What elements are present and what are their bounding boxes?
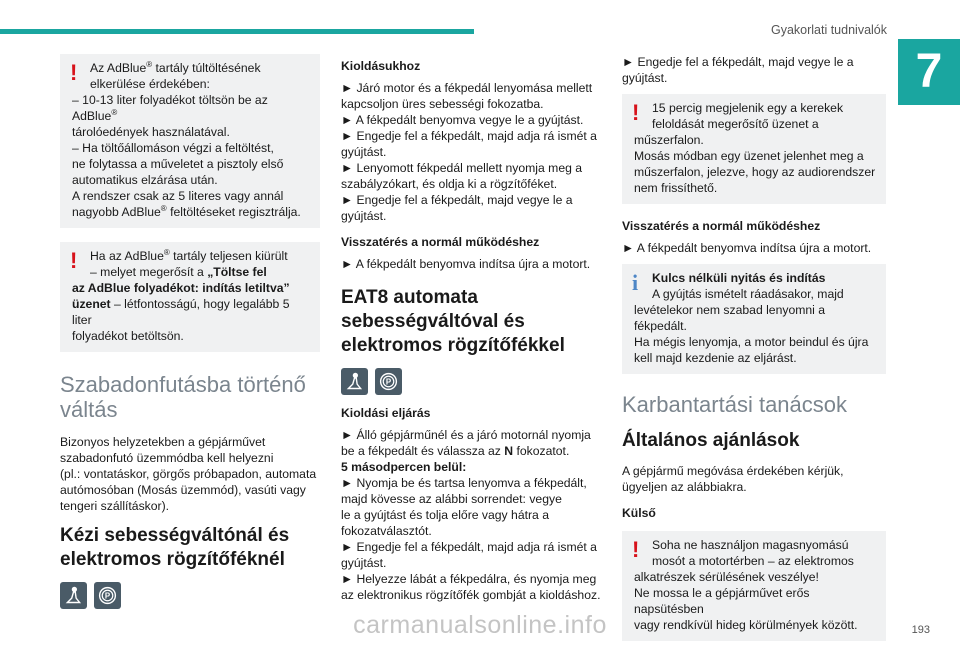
heading-general-recommendations: Általános ajánlások	[622, 430, 800, 451]
watermark: carmanualsonline.info	[353, 611, 607, 639]
column-1	[60, 54, 320, 619]
warning-box-pressure-washer: ! Soha ne használjon magasnyomású mosót a motortérben – az elektromos alkatrészek sérülésének veszélye! Ne mossa le a gépjárművet erős napsütésben vagy rendkívül hideg körülmények között.	[622, 531, 886, 641]
release-steps: ► Járó motor és a fékpedál lenyomása mellett kapcsoljon üres sebességi fokozatba. ► A fékpedált benyomva vegye le a gyújtást. ► Engedje fel a fékpedált, majd adja rá ismét a gyújtást. ► Lenyomott fékpedál mellett nyomja meg a szabályzókart, és oldja ki a rögzítőféket. ► Engedje fel a fékpedált, majd vegye le a gyújtást.	[341, 81, 597, 223]
page-number: 193	[911, 624, 930, 636]
manual-gearbox-icons	[60, 582, 320, 609]
svg-text:P: P	[104, 591, 111, 601]
heading-return-normal: Visszatérés a normál működéshez	[341, 235, 540, 249]
info-icon: i	[632, 270, 639, 295]
column-2	[341, 54, 603, 609]
parking-brake-icon	[94, 582, 121, 609]
column-3	[622, 54, 886, 655]
heading-release: Kioldásukhoz	[341, 59, 421, 73]
warning-icon: !	[70, 60, 78, 85]
eat8-icons	[341, 368, 603, 395]
gear-lever-icon	[341, 368, 368, 395]
general-text: A gépjármű megóvása érdekében kérjük, ügyeljen az alábbiakra.	[622, 464, 844, 494]
heading-maintenance: Karbantartási tanácsok	[622, 392, 848, 417]
warning-box-overfill: ! Az AdBlue® tartály túltöltésének elkerülése érdekében: – 10-13 liter folyadékot töltsön be az AdBlue® tárolóedények használatával. – Ha töltőállomáson végzi a feltöltést, ne folytassa a műveletet a pisztoly első automatikus elzárása után. A rendszer csak az 5 literes vagy annál nagyobb AdBlue® feltöltéseket regisztrálja.	[60, 54, 320, 228]
svg-text:P: P	[385, 377, 392, 387]
return-normal-text: ► A fékpedált benyomva indítsa újra a motort.	[341, 257, 591, 271]
heading-freewheel: Szabadonfutásba történő váltás	[60, 372, 306, 422]
heading-return-normal: Visszatérés a normál működéshez	[622, 219, 821, 233]
heading-manual-gearbox: Kézi sebességváltónál és elektromos rögzítőféknél	[60, 525, 290, 570]
gear-lever-icon	[60, 582, 87, 609]
warning-icon: !	[632, 537, 640, 562]
release-procedure-steps: ► Álló gépjárműnél és a járó motornál nyomja be a fékpedált és válassza az N fokozatot. 5 másodpercen belül: ► Nyomja be és tartsa lenyomva a fékpedált, majd kövesse az alábbi sorrendet: vegye le a gyújtást és tolja előre vagy hátra a fokozatválasztót. ► Engedje fel a fékpedált, majd adja rá ismét a gyújtást. ► Helyezze lábát a fékpedálra, és nyomja meg az elektronikus rögzítőfék gombját a kioldáshoz.	[341, 428, 601, 602]
heading-eat8: EAT8 automata sebességváltóval és elektromos rögzítőfékkel	[341, 287, 565, 356]
chapter-number: 7	[915, 45, 943, 98]
warning-icon: !	[70, 248, 78, 273]
section-title: Gyakorlati tudnivalók	[770, 23, 887, 37]
heading-release-procedure: Kioldási eljárás	[341, 406, 431, 420]
continued-steps: ► Engedje fel a fékpedált, majd vegye le a gyújtást.	[622, 55, 854, 85]
warning-box-empty-tank: ! Ha az AdBlue® tartály teljesen kiürült – melyet megerősít a „Töltse fel az AdBlue folyadékot: indítás letiltva” üzenet – létfontosságú, hogy legalább 5 liter folyadékot betöltsön.	[60, 242, 320, 352]
warning-box-unlock-message: ! 15 percig megjelenik egy a kerekek feloldását megerősítő üzenet a műszerfalon. Mosás módban egy üzenet jelenhet meg a műszerfalon, jelezve, hogy az audiorendszer nem frissíthető.	[622, 94, 886, 204]
chapter-tab	[898, 39, 960, 105]
warning-icon: !	[632, 100, 640, 125]
parking-brake-icon	[375, 368, 402, 395]
heading-exterior: Külső	[622, 506, 656, 520]
header-accent-bar	[0, 29, 474, 34]
freewheel-text: Bizonyos helyzetekben a gépjárművet szabadonfutó üzemmódba kell helyezni (pl.: vontatáskor, görgős próbapadon, automata autómosóban (Mosás üzemmód), vasúti vagy tengeri szállításkor).	[60, 435, 317, 513]
return-normal-text: ► A fékpedált benyomva indítsa újra a motort.	[622, 241, 872, 255]
info-box-keyless: i Kulcs nélküli nyitás és indítás A gyújtás ismételt ráadásakor, majd levételekor nem szabad lenyomni a fékpedált. Ha mégis lenyomja, a motor beindul és újra kell majd kezdenie az eljárást.	[622, 264, 886, 374]
